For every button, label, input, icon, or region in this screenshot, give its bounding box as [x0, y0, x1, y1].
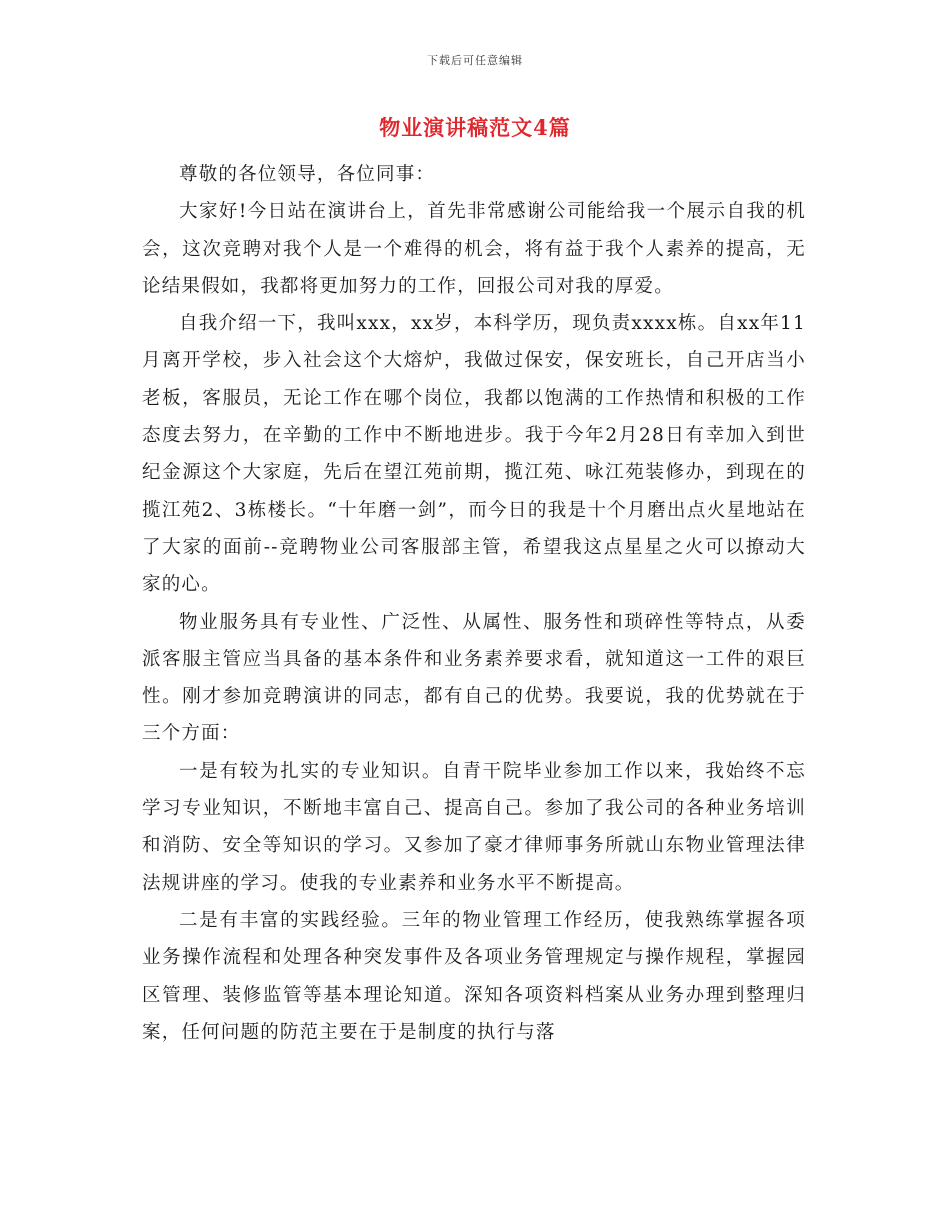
paragraph: 大家好!今日站在演讲台上，首先非常感谢公司能给我一个展示自我的机会，这次竞聘对我个人是一个难得的机会，将有益于我个人素养的提高，无论结果假如，我都将更加努力的工作，回报公司对我的厚爱。	[142, 201, 806, 297]
header-note: 下载后可任意编辑	[427, 54, 523, 67]
paragraph: 一是有较为扎实的专业知识。自青干院毕业参加工作以来，我始终不忘学习专业知识，不断地丰富自己、提高自己。参加了我公司的各种业务培训和消防、安全等知识的学习。又参加了豪才律师事务所就山东物业管理法律法规讲座的学习。使我的专业素养和业务水平不断提高。	[142, 760, 806, 894]
paragraph-salutation: 尊敬的各位领导，各位同事：	[179, 164, 436, 185]
paragraph: 物业服务具有专业性、广泛性、从属性、服务性和琐碎性等特点，从委派客服主管应当具备的基本条件和业务素养要求看，就知道这一工件的艰巨性。刚才参加竞聘演讲的同志，都有自己的优势。我要说，我的优势就在于三个方面：	[142, 611, 806, 745]
paragraph: 自我介绍一下，我叫xxx，xx岁，本科学历，现负责xxxx栋。自xx年11月离开学校，步入社会这个大熔炉，我做过保安，保安班长，自己开店当小老板，客服员，无论工作在哪个岗位，我都以饱满的工作热情和积极的工作态度去努力，在辛勤的工作中不断地进步。我于今年2月28日有幸加入到世纪金源这个大家庭，先后在望江苑前期，揽江苑、咏江苑装修办，到现在的揽江苑2、3栋楼长。“十年磨一剑”，而今日的我是十个月磨出点火星地站在了大家的面前--竞聘物业公司客服部主管，希望我这点星星之火可以撩动大家的心。	[142, 313, 806, 596]
document-title: 物业演讲稿范文4篇	[379, 115, 571, 140]
paragraph: 二是有丰富的实践经验。三年的物业管理工作经历，使我熟练掌握各项业务操作流程和处理各种突发事件及各项业务管理规定与操作规程，掌握园区管理、装修监管等基本理论知道。深知各项资料档案从业务办理到整理归案，任何问题的防范主要在于是制度的执行与落	[142, 909, 806, 1043]
document-body	[142, 156, 806, 1051]
